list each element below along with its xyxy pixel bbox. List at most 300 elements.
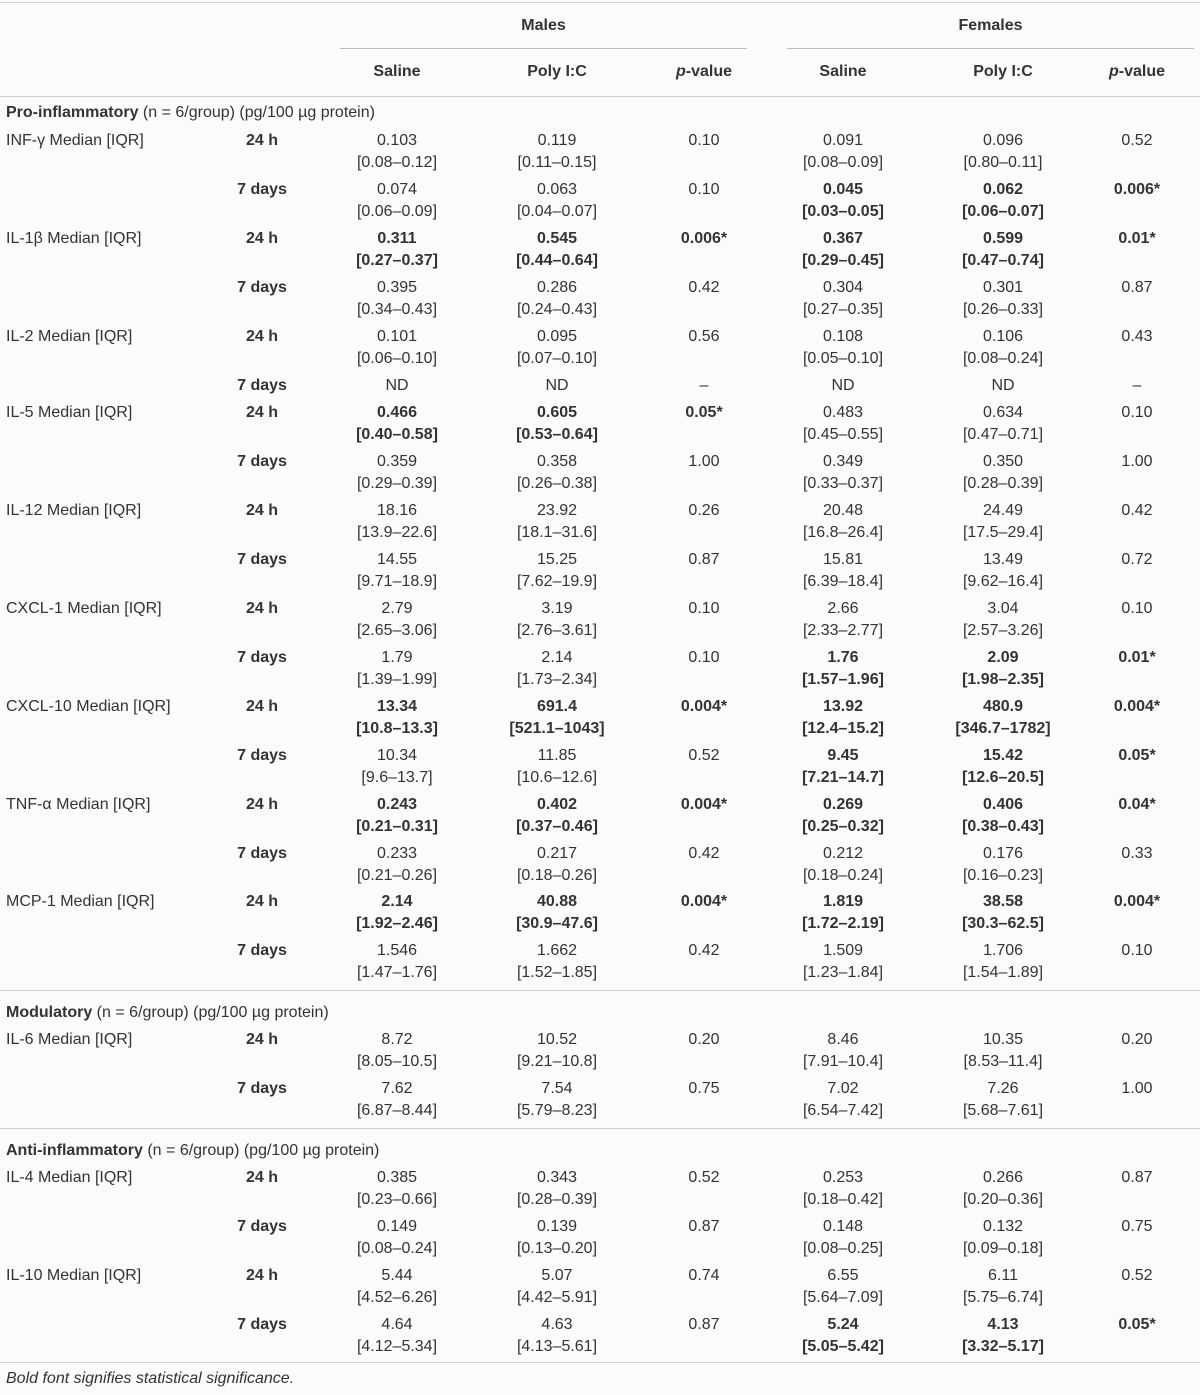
cell-median: 8.72 bbox=[381, 1031, 413, 1048]
cell-polyic-females bbox=[933, 277, 1073, 321]
cell-pvalue-females bbox=[1067, 451, 1200, 473]
time-label: 7 days bbox=[237, 1080, 287, 1097]
cell-saline-females bbox=[773, 1029, 913, 1073]
time-label: 7 days bbox=[237, 942, 287, 959]
cell-saline-females bbox=[773, 326, 913, 370]
cell-pvalue-females bbox=[1067, 794, 1200, 816]
cell-saline-males bbox=[327, 375, 467, 397]
cell-polyic-females bbox=[933, 549, 1073, 593]
section-title-detail: (n = 6/group) (pg/100 µg protein) bbox=[142, 1142, 380, 1159]
row-label: INF-γ Median [IQR] bbox=[6, 132, 144, 149]
cell-saline-males bbox=[327, 696, 467, 740]
cell-median: 0.56 bbox=[688, 328, 720, 345]
cell-polyic-males bbox=[487, 1265, 627, 1309]
cell-pvalue-males bbox=[634, 745, 774, 767]
cell-median: 0.106 bbox=[982, 328, 1024, 345]
cell-iqr: [18.1–31.6] bbox=[516, 524, 598, 541]
time-label: 7 days bbox=[237, 181, 287, 198]
cell-polyic-females bbox=[933, 598, 1073, 642]
cell-median: 0.74 bbox=[688, 1267, 720, 1284]
cell-pvalue-males bbox=[634, 179, 774, 201]
cell-median: 0.253 bbox=[822, 1169, 864, 1186]
cell-pvalue-females bbox=[1067, 1216, 1200, 1238]
cell-pvalue-females bbox=[1067, 1314, 1200, 1336]
time-label: 7 days bbox=[237, 279, 287, 296]
cell-saline-males bbox=[327, 1167, 467, 1211]
cell-iqr: [0.04–0.07] bbox=[516, 203, 598, 220]
cell-median: 0.045 bbox=[822, 181, 864, 198]
cell-polyic-females bbox=[933, 940, 1073, 984]
cell-polyic-females bbox=[933, 696, 1073, 740]
cell-median: 0.103 bbox=[376, 132, 418, 149]
cell-median: 0.01* bbox=[1118, 649, 1156, 666]
cell-pvalue-males bbox=[634, 696, 774, 718]
cell-polyic-males bbox=[487, 277, 627, 321]
cell-median: 4.64 bbox=[381, 1316, 413, 1333]
row-label: MCP-1 Median [IQR] bbox=[6, 893, 155, 910]
cell-iqr: [4.42–5.91] bbox=[516, 1289, 598, 1306]
cell-median: 0.72 bbox=[1121, 551, 1153, 568]
cell-saline-males bbox=[327, 1029, 467, 1073]
section-title bbox=[6, 1002, 329, 1024]
cell-saline-males bbox=[327, 598, 467, 642]
cell-median: 0.311 bbox=[377, 230, 417, 247]
cell-pvalue-males bbox=[634, 130, 774, 152]
cell-iqr: [9.71–18.9] bbox=[356, 573, 438, 590]
cell-median: 23.92 bbox=[536, 502, 578, 519]
cell-median: 0.139 bbox=[536, 1218, 578, 1235]
cell-pvalue-females bbox=[1067, 647, 1200, 669]
cell-polyic-females bbox=[933, 891, 1073, 935]
cell-iqr: [2.33–2.77] bbox=[802, 622, 884, 639]
cell-median: 0.359 bbox=[376, 453, 418, 470]
cell-median: 6.11 bbox=[988, 1267, 1018, 1284]
cell-saline-males bbox=[327, 745, 467, 789]
cell-iqr: [9.6–13.7] bbox=[361, 769, 433, 786]
cell-median: 38.58 bbox=[982, 893, 1024, 910]
cell-saline-females bbox=[773, 1078, 913, 1122]
cell-iqr: [0.37–0.46] bbox=[516, 818, 598, 835]
cell-median: 18.16 bbox=[376, 502, 418, 519]
cell-polyic-males bbox=[487, 1216, 627, 1260]
cell-iqr: [0.20–0.36] bbox=[962, 1191, 1044, 1208]
cell-median: 13.92 bbox=[822, 698, 864, 715]
cell-median: 0.10 bbox=[688, 649, 720, 666]
cell-median: 1.546 bbox=[376, 942, 418, 959]
cell-pvalue-males bbox=[634, 228, 774, 250]
cell-median: 0.217 bbox=[536, 845, 578, 862]
cell-iqr: [1.73–2.34] bbox=[516, 671, 598, 688]
cell-iqr: [2.57–3.26] bbox=[962, 622, 1044, 639]
cell-median: 0.43 bbox=[1121, 328, 1153, 345]
cell-median: 0.75 bbox=[688, 1080, 720, 1097]
cell-iqr: [0.27–0.37] bbox=[356, 252, 438, 269]
row-label: TNF-α Median [IQR] bbox=[6, 796, 151, 813]
cell-median: 0.634 bbox=[982, 404, 1024, 421]
cell-saline-females bbox=[773, 130, 913, 174]
time-label: 24 h bbox=[245, 404, 278, 421]
cell-iqr: [1.23–1.84] bbox=[802, 964, 884, 981]
cell-pvalue-females bbox=[1067, 179, 1200, 201]
cell-median: 0.05* bbox=[1118, 747, 1156, 764]
cell-median: 0.10 bbox=[688, 181, 720, 198]
cell-pvalue-males bbox=[634, 1078, 774, 1100]
cell-iqr: [0.28–0.39] bbox=[516, 1191, 598, 1208]
time-label: 24 h bbox=[245, 600, 278, 617]
cell-iqr: [0.24–0.43] bbox=[516, 301, 598, 318]
cell-iqr: [0.11–0.15] bbox=[517, 154, 597, 171]
cell-median: 3.04 bbox=[987, 600, 1019, 617]
bottom-rule bbox=[0, 1362, 1200, 1363]
cell-pvalue-females bbox=[1067, 1167, 1200, 1189]
cell-saline-males bbox=[327, 1078, 467, 1122]
cell-median: 7.54 bbox=[541, 1080, 573, 1097]
cell-median: 0.149 bbox=[376, 1218, 418, 1235]
cell-median: 7.62 bbox=[381, 1080, 413, 1097]
cell-saline-females bbox=[773, 228, 913, 272]
cell-median: 15.81 bbox=[822, 551, 864, 568]
cell-median: 1.509 bbox=[822, 942, 864, 959]
cell-saline-males bbox=[327, 179, 467, 223]
cell-median: 2.79 bbox=[381, 600, 413, 617]
cell-polyic-males bbox=[487, 1078, 627, 1122]
row-label: CXCL-10 Median [IQR] bbox=[6, 698, 171, 715]
cell-iqr: [1.54–1.89] bbox=[962, 964, 1044, 981]
cell-iqr: [0.13–0.20] bbox=[516, 1240, 598, 1257]
cell-polyic-males bbox=[487, 130, 627, 174]
cell-iqr: [0.26–0.38] bbox=[516, 475, 598, 492]
cell-median: 13.34 bbox=[376, 698, 418, 715]
cell-median: 0.004* bbox=[1113, 698, 1161, 715]
cell-median: 0.148 bbox=[822, 1218, 864, 1235]
cell-median: 0.385 bbox=[376, 1169, 418, 1186]
cell-median: 9.45 bbox=[827, 747, 859, 764]
header-group-females: Females bbox=[958, 17, 1023, 34]
cell-iqr: [0.06–0.07] bbox=[962, 203, 1044, 220]
cell-iqr: [1.47–1.76] bbox=[356, 964, 438, 981]
cell-iqr: [5.05–5.42] bbox=[802, 1338, 884, 1355]
cell-median: 0.05* bbox=[685, 404, 723, 421]
cell-median: ND bbox=[831, 377, 855, 394]
cell-pvalue-males bbox=[634, 891, 774, 913]
cell-polyic-females bbox=[933, 1078, 1073, 1122]
cell-saline-males bbox=[327, 130, 467, 174]
row-label: IL-12 Median [IQR] bbox=[6, 502, 142, 519]
cell-median: 0.004* bbox=[1113, 893, 1161, 910]
cell-polyic-males bbox=[487, 228, 627, 272]
footnote: Bold font signifies statistical significance. bbox=[6, 1370, 295, 1387]
cell-median: 0.87 bbox=[688, 1218, 720, 1235]
cell-median: 0.483 bbox=[822, 404, 864, 421]
cell-pvalue-males bbox=[634, 843, 774, 865]
cell-iqr: [12.4–15.2] bbox=[802, 720, 884, 737]
cell-iqr: [5.75–6.74] bbox=[962, 1289, 1044, 1306]
row-label: CXCL-1 Median [IQR] bbox=[6, 600, 162, 617]
cell-median: 0.42 bbox=[1121, 502, 1153, 519]
cell-iqr: [13.9–22.6] bbox=[356, 524, 438, 541]
cell-saline-males bbox=[327, 647, 467, 691]
cell-saline-females bbox=[773, 891, 913, 935]
cell-saline-males bbox=[327, 843, 467, 887]
cell-polyic-females bbox=[933, 402, 1073, 446]
time-label: 24 h bbox=[245, 328, 278, 345]
cell-polyic-males bbox=[487, 179, 627, 223]
cell-polyic-males bbox=[487, 794, 627, 838]
cell-median: 0.10 bbox=[1121, 600, 1153, 617]
cell-iqr: [1.98–2.35] bbox=[962, 671, 1044, 688]
cell-polyic-females bbox=[933, 647, 1073, 691]
cell-iqr: [6.54–7.42] bbox=[802, 1102, 884, 1119]
cell-median: 4.13 bbox=[987, 1316, 1019, 1333]
cell-median: 0.358 bbox=[536, 453, 578, 470]
cell-iqr: [10.6–12.6] bbox=[516, 769, 598, 786]
cell-pvalue-males bbox=[634, 794, 774, 816]
cell-median: 0.605 bbox=[536, 404, 578, 421]
cell-polyic-males bbox=[487, 696, 627, 740]
cell-polyic-males bbox=[487, 451, 627, 495]
cell-iqr: [7.91–10.4] bbox=[802, 1053, 884, 1070]
cell-pvalue-males bbox=[634, 1167, 774, 1189]
cell-median: 0.286 bbox=[536, 279, 578, 296]
cell-iqr: [30.9–47.6] bbox=[516, 915, 598, 932]
cell-iqr: [1.57–1.96] bbox=[802, 671, 884, 688]
cell-pvalue-males bbox=[634, 326, 774, 348]
column-header-saline-males: Saline bbox=[373, 63, 421, 80]
cell-iqr: [0.03–0.05] bbox=[802, 203, 884, 220]
cell-iqr: [0.07–0.10] bbox=[516, 350, 598, 367]
cell-median: 1.76 bbox=[827, 649, 859, 666]
cell-iqr: [0.45–0.55] bbox=[802, 426, 884, 443]
cell-iqr: [2.65–3.06] bbox=[356, 622, 438, 639]
cell-pvalue-females bbox=[1067, 891, 1200, 913]
cell-median: 5.24 bbox=[827, 1316, 859, 1333]
cell-iqr: [5.64–7.09] bbox=[802, 1289, 884, 1306]
cell-median: 1.662 bbox=[536, 942, 578, 959]
cell-pvalue-females bbox=[1067, 130, 1200, 152]
cell-pvalue-males bbox=[634, 1029, 774, 1051]
cell-median: 0.304 bbox=[822, 279, 864, 296]
cell-pvalue-males bbox=[634, 375, 774, 397]
cell-polyic-males bbox=[487, 1314, 627, 1358]
cell-polyic-males bbox=[487, 940, 627, 984]
cell-median: 0.108 bbox=[822, 328, 864, 345]
column-header-pvalue-females: p-value bbox=[1108, 63, 1166, 80]
section-title-bold: Modulatory bbox=[6, 1004, 93, 1021]
cell-polyic-males bbox=[487, 375, 627, 397]
cell-saline-females bbox=[773, 1314, 913, 1358]
section-title-detail: (n = 6/group) (pg/100 µg protein) bbox=[138, 104, 375, 121]
cell-polyic-females bbox=[933, 326, 1073, 370]
cell-iqr: [8.53–11.4] bbox=[963, 1053, 1043, 1070]
cell-iqr: [521.1–1043] bbox=[509, 720, 605, 737]
cell-iqr: [6.87–8.44] bbox=[356, 1102, 438, 1119]
cell-polyic-males bbox=[487, 500, 627, 544]
cell-pvalue-females bbox=[1067, 500, 1200, 522]
cell-iqr: [0.47–0.71] bbox=[962, 426, 1044, 443]
cell-saline-males bbox=[327, 228, 467, 272]
cell-median: 0.52 bbox=[688, 1169, 720, 1186]
cell-polyic-males bbox=[487, 1029, 627, 1073]
cell-saline-females bbox=[773, 745, 913, 789]
cell-median: 20.48 bbox=[822, 502, 864, 519]
column-header-polyic-females: Poly I:C bbox=[973, 63, 1033, 80]
cell-median: 0.599 bbox=[982, 230, 1024, 247]
cell-median: 0.42 bbox=[688, 845, 720, 862]
cell-median: 0.87 bbox=[1121, 1169, 1153, 1186]
cell-pvalue-males bbox=[634, 1216, 774, 1238]
males-underline bbox=[340, 48, 747, 49]
cell-median: 15.42 bbox=[982, 747, 1024, 764]
cell-pvalue-males bbox=[634, 1265, 774, 1287]
cell-median: 0.004* bbox=[680, 893, 728, 910]
cell-iqr: [0.38–0.43] bbox=[962, 818, 1044, 835]
cell-median: 0.26 bbox=[688, 502, 720, 519]
cell-pvalue-males bbox=[634, 402, 774, 424]
cell-iqr: [0.27–0.35] bbox=[802, 301, 884, 318]
header-group-males: Males bbox=[521, 17, 566, 34]
cell-polyic-females bbox=[933, 745, 1073, 789]
section-rule bbox=[0, 990, 1200, 991]
cell-median: 0.101 bbox=[376, 328, 418, 345]
cell-iqr: [17.5–29.4] bbox=[962, 524, 1044, 541]
cell-median: 691.4 bbox=[536, 698, 578, 715]
cell-median: 0.33 bbox=[1121, 845, 1153, 862]
cell-median: 0.006* bbox=[1113, 181, 1161, 198]
cell-iqr: [0.80–0.11] bbox=[963, 154, 1043, 171]
time-label: 7 days bbox=[237, 453, 287, 470]
cell-median: 0.04* bbox=[1118, 796, 1156, 813]
cell-median: 1.00 bbox=[688, 453, 720, 470]
cell-saline-females bbox=[773, 1167, 913, 1211]
cell-median: 2.14 bbox=[381, 893, 413, 910]
cell-pvalue-males bbox=[634, 647, 774, 669]
time-label: 24 h bbox=[245, 893, 278, 910]
cell-iqr: [30.3–62.5] bbox=[962, 915, 1044, 932]
cell-median: 4.63 bbox=[541, 1316, 573, 1333]
time-label: 24 h bbox=[245, 230, 278, 247]
cell-saline-females bbox=[773, 696, 913, 740]
cell-iqr: [0.16–0.23] bbox=[962, 867, 1044, 884]
time-label: 7 days bbox=[237, 747, 287, 764]
cell-iqr: [0.25–0.32] bbox=[802, 818, 884, 835]
cell-median: 0.10 bbox=[1121, 404, 1153, 421]
cell-saline-females bbox=[773, 500, 913, 544]
cell-median: 40.88 bbox=[536, 893, 578, 910]
section-title bbox=[6, 102, 375, 124]
cell-median: 0.402 bbox=[536, 796, 578, 813]
cell-pvalue-males bbox=[634, 277, 774, 299]
cell-polyic-females bbox=[933, 1167, 1073, 1211]
cell-saline-males bbox=[327, 451, 467, 495]
cell-median: 0.095 bbox=[536, 328, 578, 345]
cell-iqr: [0.29–0.39] bbox=[356, 475, 438, 492]
cell-median: 480.9 bbox=[982, 698, 1024, 715]
column-header-pvalue-males: p-value bbox=[675, 63, 733, 80]
cell-iqr: [10.8–13.3] bbox=[356, 720, 438, 737]
cell-iqr: [0.21–0.26] bbox=[356, 867, 438, 884]
cell-saline-females bbox=[773, 1216, 913, 1260]
cell-median: 0.062 bbox=[982, 181, 1024, 198]
cell-median: 5.44 bbox=[381, 1267, 413, 1284]
cell-median: 0.20 bbox=[688, 1031, 720, 1048]
cell-saline-males bbox=[327, 1216, 467, 1260]
cell-iqr: [2.76–3.61] bbox=[516, 622, 598, 639]
cell-median: 0.75 bbox=[1121, 1218, 1153, 1235]
cell-iqr: [346.7–1782] bbox=[955, 720, 1051, 737]
cell-iqr: [0.08–0.12] bbox=[356, 154, 438, 171]
table-top-rule bbox=[0, 2, 1200, 3]
cell-pvalue-females bbox=[1067, 549, 1200, 571]
cell-pvalue-males bbox=[634, 549, 774, 571]
cell-median: 0.350 bbox=[982, 453, 1024, 470]
cell-median: 0.132 bbox=[982, 1218, 1024, 1235]
cell-pvalue-females bbox=[1067, 940, 1200, 962]
cell-iqr: [1.52–1.85] bbox=[516, 964, 598, 981]
cell-pvalue-females bbox=[1067, 402, 1200, 424]
cell-median: 6.55 bbox=[827, 1267, 859, 1284]
cell-pvalue-females bbox=[1067, 843, 1200, 865]
cell-iqr: [0.40–0.58] bbox=[356, 426, 438, 443]
cell-median: 0.10 bbox=[688, 600, 720, 617]
cell-median: 0.004* bbox=[680, 698, 728, 715]
cell-pvalue-females bbox=[1067, 375, 1200, 397]
cell-iqr: [5.79–8.23] bbox=[516, 1102, 598, 1119]
cell-iqr: [0.08–0.09] bbox=[802, 154, 884, 171]
cell-iqr: [4.52–6.26] bbox=[356, 1289, 438, 1306]
cell-saline-males bbox=[327, 500, 467, 544]
cell-iqr: [0.23–0.66] bbox=[356, 1191, 438, 1208]
cell-median: 0.006* bbox=[680, 230, 728, 247]
cell-saline-males bbox=[327, 549, 467, 593]
cell-saline-males bbox=[327, 326, 467, 370]
time-label: 24 h bbox=[245, 502, 278, 519]
cell-iqr: [0.09–0.18] bbox=[962, 1240, 1044, 1257]
cell-saline-females bbox=[773, 277, 913, 321]
cell-median: 14.55 bbox=[376, 551, 418, 568]
cell-median: 0.10 bbox=[688, 132, 720, 149]
cell-iqr: [7.21–14.7] bbox=[802, 769, 884, 786]
cell-iqr: [1.72–2.19] bbox=[802, 915, 884, 932]
cell-median: 0.87 bbox=[1121, 279, 1153, 296]
females-underline bbox=[787, 48, 1194, 49]
cell-iqr: [8.05–10.5] bbox=[356, 1053, 438, 1070]
row-label: IL-5 Median [IQR] bbox=[6, 404, 133, 421]
cell-median: 0.074 bbox=[376, 181, 418, 198]
cell-median: 15.25 bbox=[536, 551, 578, 568]
cell-polyic-females bbox=[933, 375, 1073, 397]
cell-iqr: [3.32–5.17] bbox=[962, 1338, 1044, 1355]
cell-iqr: [9.21–10.8] bbox=[516, 1053, 598, 1070]
cell-iqr: [0.18–0.24] bbox=[802, 867, 884, 884]
cell-polyic-males bbox=[487, 843, 627, 887]
cell-iqr: [0.18–0.26] bbox=[516, 867, 598, 884]
cell-pvalue-females bbox=[1067, 1078, 1200, 1100]
cell-iqr: [0.08–0.24] bbox=[962, 350, 1044, 367]
cell-median: 0.406 bbox=[982, 796, 1024, 813]
cell-polyic-females bbox=[933, 179, 1073, 223]
column-header-polyic-males: Poly I:C bbox=[527, 63, 587, 80]
cell-iqr: [0.08–0.25] bbox=[802, 1240, 884, 1257]
cell-median: 0.349 bbox=[822, 453, 864, 470]
cell-median: 1.819 bbox=[822, 893, 864, 910]
time-label: 24 h bbox=[245, 1169, 278, 1186]
cell-polyic-males bbox=[487, 326, 627, 370]
cell-median: 0.367 bbox=[822, 230, 864, 247]
cell-saline-females bbox=[773, 940, 913, 984]
cell-iqr: [0.26–0.33] bbox=[962, 301, 1044, 318]
cell-iqr: [1.92–2.46] bbox=[356, 915, 438, 932]
cell-median: 0.545 bbox=[536, 230, 578, 247]
